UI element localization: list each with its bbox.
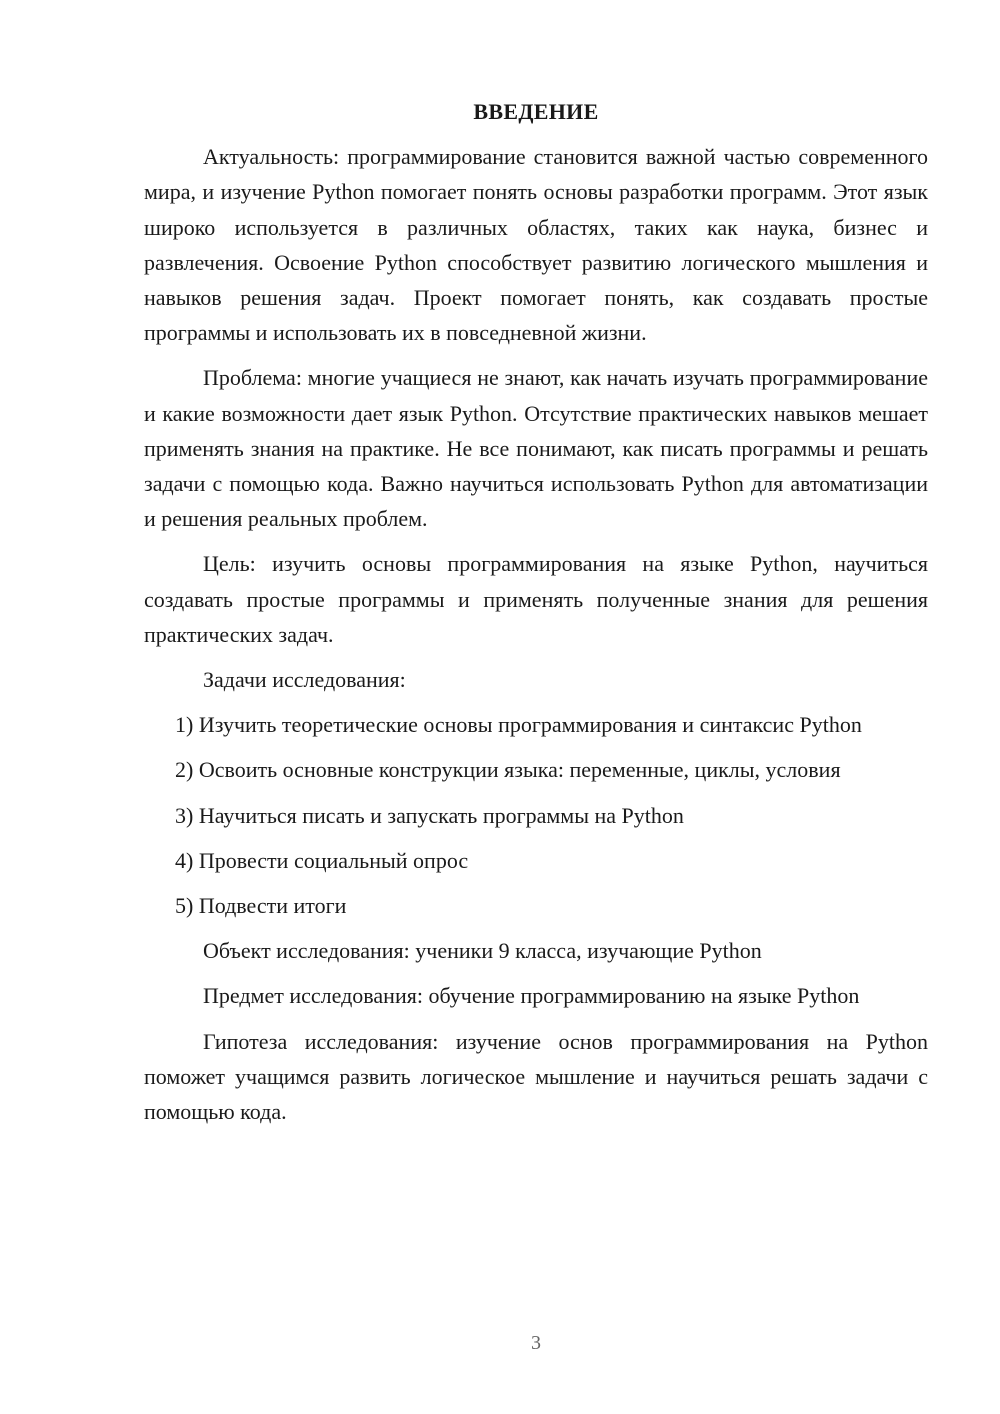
task-item: 4) Провести социальный опрос [175,847,469,873]
problem-paragraph: Проблема: многие учащиеся не знают, как начать изучать программирование и какие возможности дает язык Python. Отсутствие практических навыков мешает применять знания на практике. Не все понимают, как писать программы и решать задачи с помощью кода. Важно научиться использовать Python для автоматизации и решения реальных проблем. [144,365,928,532]
subject-paragraph: Предмет исследования: обучение программированию на языке Python [203,983,860,1009]
relevance-paragraph: Актуальность: программирование становится важной частью современного мира, и изучение Python помогает понять основы разработки программ. Этот язык широко используется в различных областях, таких как наука, бизнес и развлечения. Освоение Python способствует развитию логического мышления и навыков решения задач. Проект помогает понять, как создавать простые программы и использовать их в повседневной жизни. [144,144,928,346]
goal-paragraph: Цель: изучить основы программирования на языке Python, научиться создавать простые программы и применять полученные знания для решения практических задач. [144,551,928,647]
task-item: 5) Подвести итоги [175,893,347,919]
object-paragraph: Объект исследования: ученики 9 класса, изучающие Python [203,938,762,964]
page-content [144,94,928,1139]
page-number: 3 [531,1332,541,1354]
task-item: 2) Освоить основные конструкции языка: переменные, циклы, условия [175,757,841,783]
task-item: 1) Изучить теоретические основы программирования и синтаксис Python [175,712,862,738]
hypothesis-paragraph: Гипотеза исследования: изучение основ программирования на Python поможет учащимся развить логическое мышление и научиться решать задачи с помощью кода. [144,1028,928,1125]
section-title: ВВЕДЕНИЕ [473,99,599,124]
task-item: 3) Научиться писать и запускать программы на Python [175,802,684,828]
tasks-heading: Задачи исследования: [203,667,406,693]
